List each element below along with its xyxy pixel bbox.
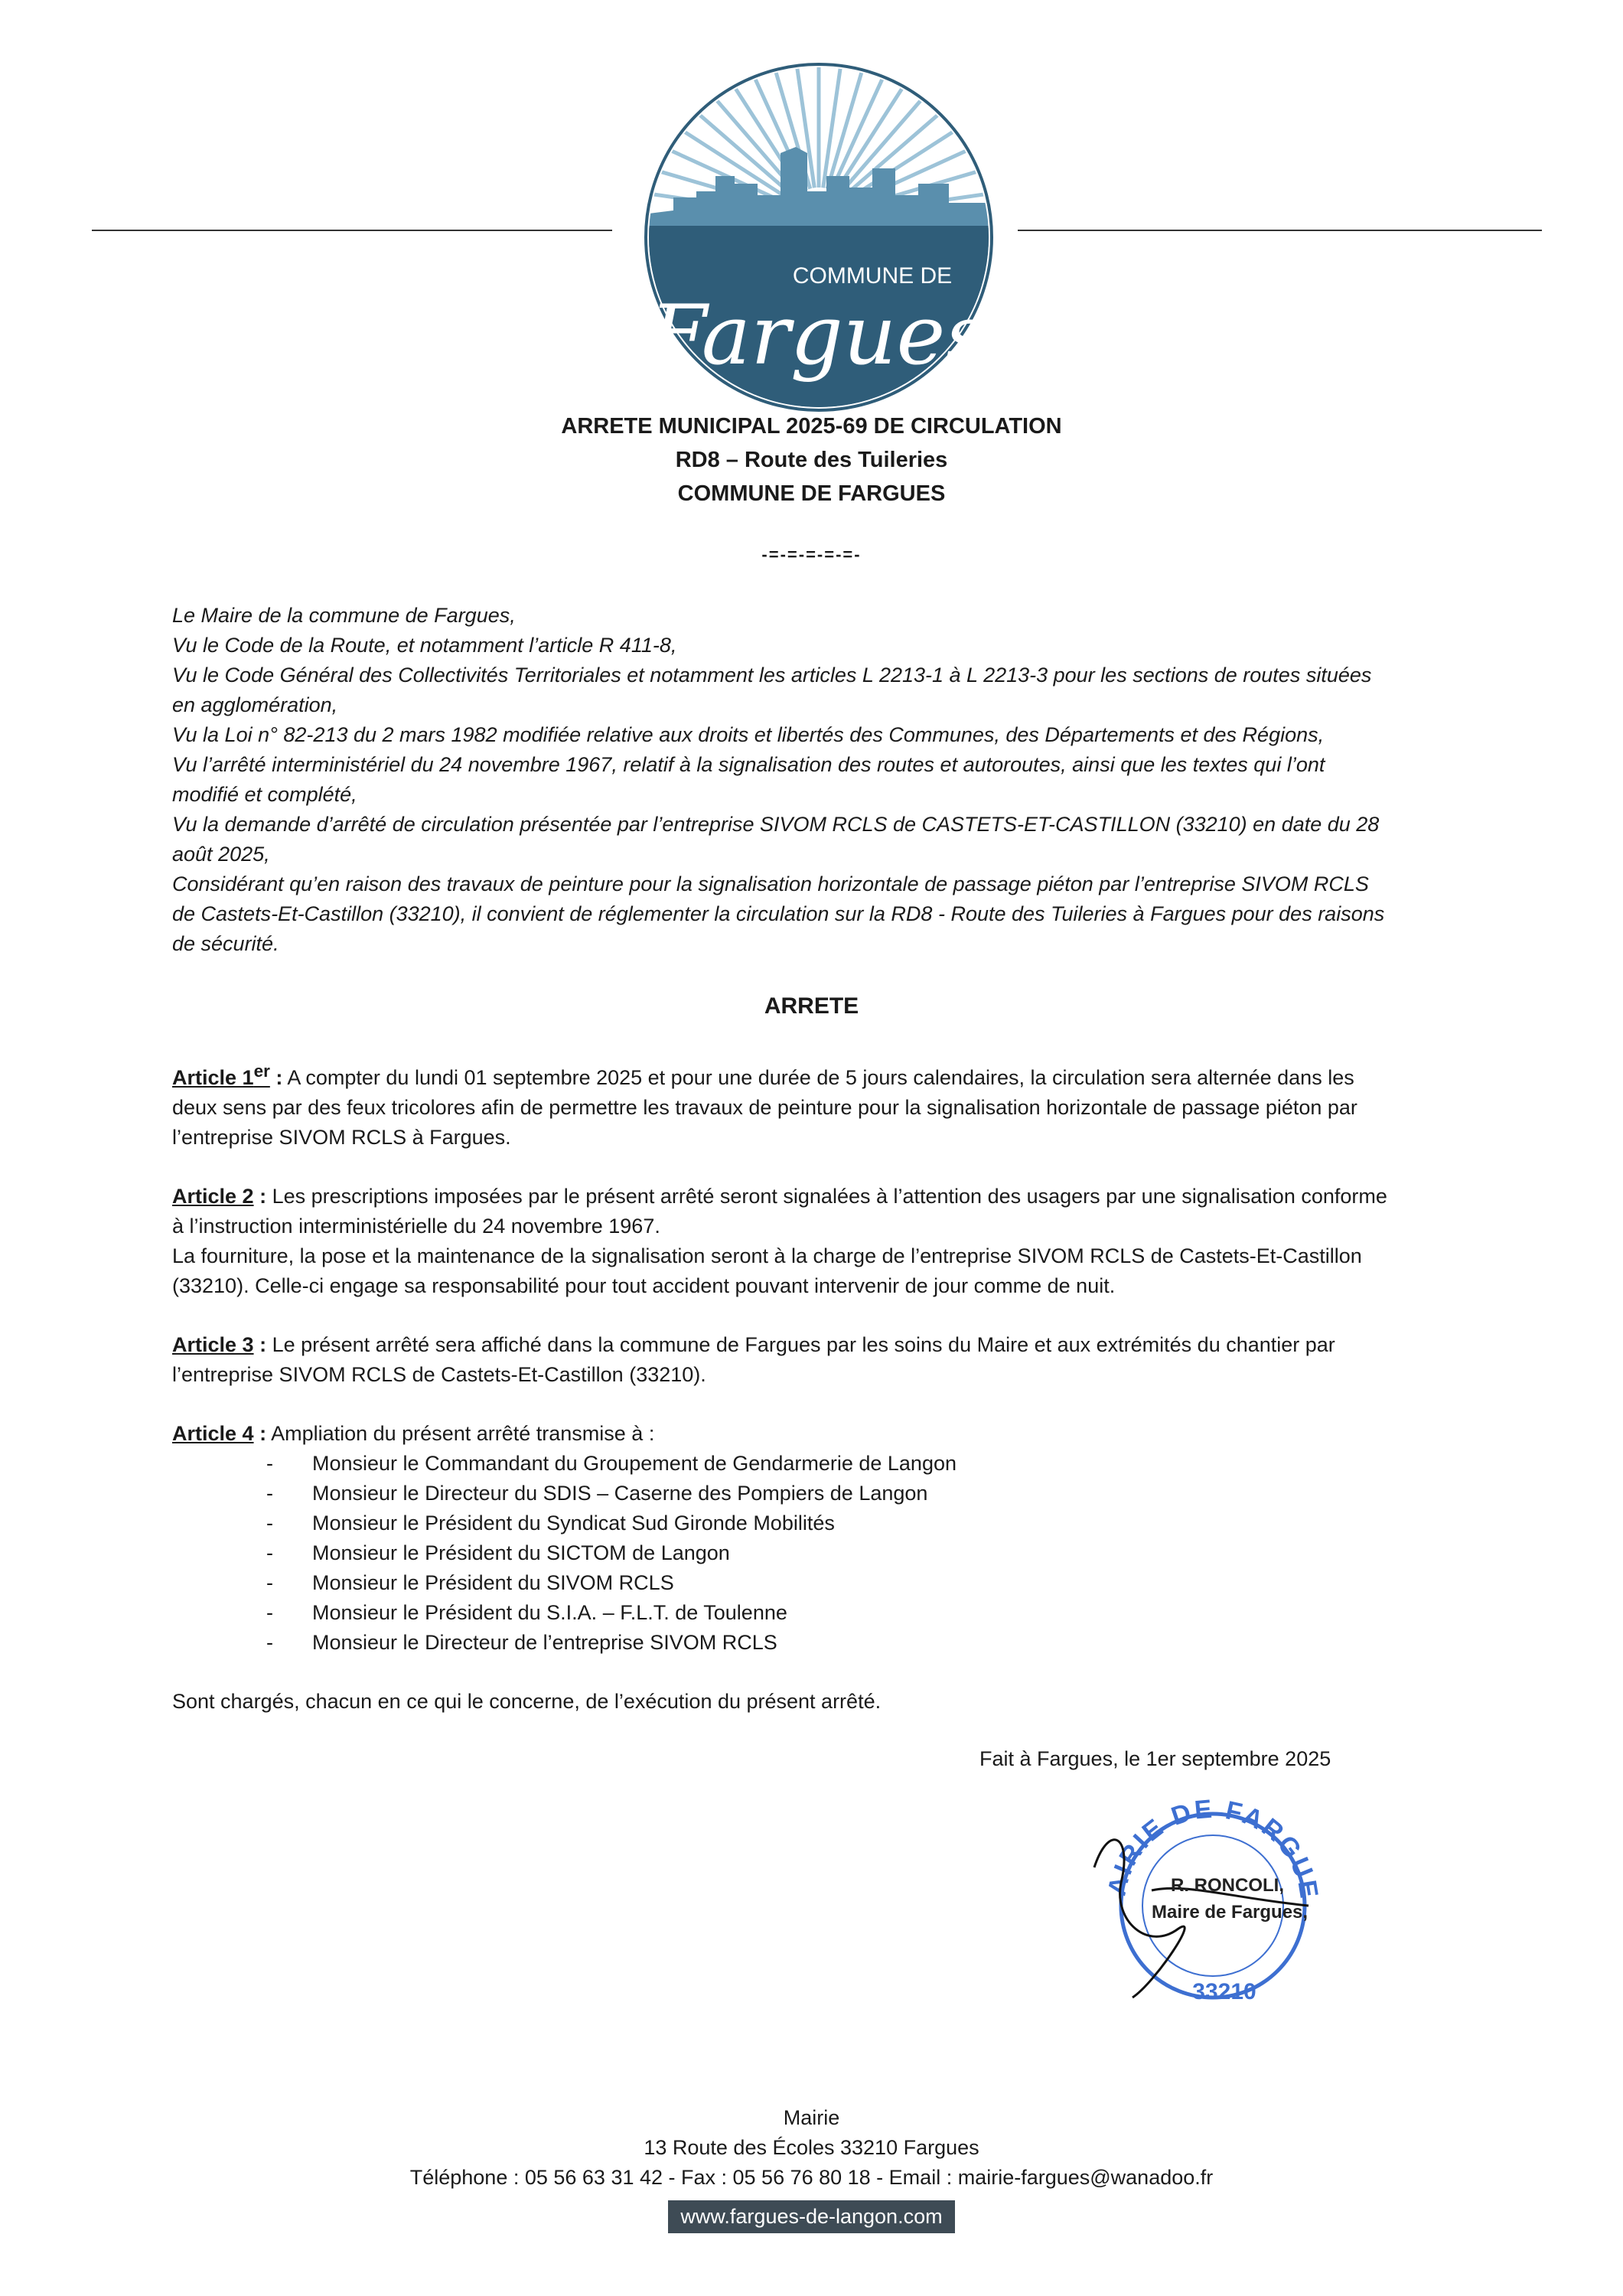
article-1-text: A compter du lundi 01 septembre 2025 et pour une durée de 5 jours calendaires, la circulation sera alternée dans les deux sens par des feux tricolores afin de permettre les travaux de peinture pour la signalisation horizontale de passage piéton par l’entreprise SIVOM RCLS à Fargues. [172,1066,1357,1149]
preamble-line: Vu le Code de la Route, et notamment l’article R 411-8, [172,634,677,657]
list-item [172,1538,1396,1568]
preamble-line: Vu la Loi n° 82-213 du 2 mars 1982 modifiée relative aux droits et libertés des Communes, des Départements et des Régions, [172,723,1325,746]
article-1-label-sup: er [253,1062,270,1081]
dash: - [266,1601,273,1624]
article-2-text-2: La fourniture, la pose et la maintenance de la signalisation seront à la charge de l’entreprise SIVOM RCLS de Castets-Et-Castillon (33210). Celle-ci engage sa responsabilité pour tout accident pouvant intervenir de jour comme de nuit. [172,1244,1362,1297]
article-2-text: Les prescriptions imposées par le présent arrêté seront signalées à l’attention des usagers par une signalisation conforme à l’instruction interministérielle du 24 novembre 1967. [172,1185,1387,1238]
article-4-label: Article 4 [172,1422,254,1445]
recipient-text: Monsieur le Directeur de l’entreprise SIVOM RCLS [312,1631,777,1654]
title-line-3: COMMUNE DE FARGUES [677,481,946,506]
recipient-text: Monsieur le Président du S.I.A. – F.L.T. de Toulenne [312,1601,787,1624]
article-1-label [172,1062,270,1089]
footer [0,2103,1623,2233]
preamble-line: Vu le Code Général des Collectivités Territoriales et notamment les articles L 2213-1 à L 2213-3 pour les sections de routes situées en agglomération, [172,664,1372,716]
document-title [0,409,1623,510]
article-1-label-text: Article 1 [172,1066,254,1089]
article-1 [172,1056,1396,1153]
preamble-line: Vu l’arrêté interministériel du 24 novembre 1967, relatif à la signalisation des routes et autoroutes, ainsi que les textes qui l’ont modifié et complété, [172,753,1325,806]
recipient-list [172,1449,1396,1658]
commune-logo [643,61,995,413]
title-line-2: RD8 – Route des Tuileries [675,448,948,472]
list-item [172,1568,1396,1598]
arrete-heading: ARRETE [764,993,859,1019]
article-3-label: Article 3 [172,1333,254,1356]
header-rule-left [92,230,612,231]
articles [172,1056,1396,1717]
article-3-text: Le présent arrêté sera affiché dans la commune de Fargues par les soins du Maire et aux extrémités du chantier par l’entreprise SIVOM RCLS de Castets-Et-Castillon (33210). [172,1333,1335,1386]
title-separator: -=-=-=-=-=- [761,545,862,564]
article-4-colon: : [253,1422,267,1445]
recipient-text: Monsieur le Président du Syndicat Sud Gironde Mobilités [312,1512,835,1534]
preamble [172,601,1396,959]
article-2-colon: : [253,1185,267,1208]
preamble-line: Considérant qu’en raison des travaux de peinture pour la signalisation horizontale de passage piéton par l’entreprise SIVOM RCLS de Castets-Et-Castillon (33210), il convient de réglementer la circulation sur la RD8 - Route des Tuileries à Fargues pour des raisons de sécurité. [172,872,1385,955]
recipient-text: Monsieur le Commandant du Groupement de Gendarmerie de Langon [312,1452,957,1475]
date-place: Fait à Fargues, le 1er septembre 2025 [979,1747,1331,1770]
signatory-name: R. RONCOLI, [1171,1875,1284,1896]
dash: - [266,1512,273,1534]
svg-text:MAIRIE DE FARGUES: AIRIE DE FARGUE [1102,1794,1325,1903]
recipient-text: Monsieur le Président du SICTOM de Langon [312,1541,730,1564]
list-item [172,1508,1396,1538]
dash: - [266,1482,273,1505]
article-4-text: Ampliation du présent arrêté transmise à : [266,1422,655,1445]
recipient-text: Monsieur le Directeur du SDIS – Caserne des Pompiers de Langon [312,1482,928,1505]
dash: - [266,1571,273,1594]
article-2-label: Article 2 [172,1185,254,1208]
footer-line-1: Mairie [783,2106,840,2129]
logo-small-text: COMMUNE DE [792,263,953,289]
preamble-line: Vu la demande d’arrêté de circulation présentée par l’entreprise SIVOM RCLS de CASTETS-ET-CASTILLON (33210) en date du 28 août 2025, [172,813,1380,866]
footer-contact: Téléphone : 05 56 63 31 42 - Fax : 05 56 76 80 18 - Email : mairie-fargues@wanadoo.fr [409,2166,1214,2189]
dash: - [266,1452,273,1475]
title-line-1: ARRETE MUNICIPAL 2025-69 DE CIRCULATION [561,414,1062,439]
svg-text:33210: 33210 [1192,1979,1256,2004]
signatory-title: Maire de Fargues, [1152,1902,1309,1923]
signature-stamp-area [1079,1791,1331,2020]
list-item [172,1628,1396,1658]
website-link[interactable]: www.fargues-de-langon.com [668,2200,954,2233]
dash: - [266,1541,273,1564]
article-1-colon: : [269,1066,283,1089]
header-rule-right [1018,230,1542,231]
list-item [172,1449,1396,1479]
logo-big-text: Fargues [650,288,988,383]
closing-text: Sont chargés, chacun en ce qui le concerne, de l’exécution du présent arrêté. [172,1690,882,1713]
list-item [172,1479,1396,1508]
dash: - [266,1631,273,1654]
article-3 [172,1330,1396,1390]
article-3-colon: : [253,1333,267,1356]
list-item [172,1598,1396,1628]
footer-address: 13 Route des Écoles 33210 Fargues [644,2136,979,2159]
preamble-line: Le Maire de la commune de Fargues, [172,604,516,627]
recipient-text: Monsieur le Président du SIVOM RCLS [312,1571,674,1594]
article-2 [172,1182,1396,1241]
article-4 [172,1419,1396,1449]
